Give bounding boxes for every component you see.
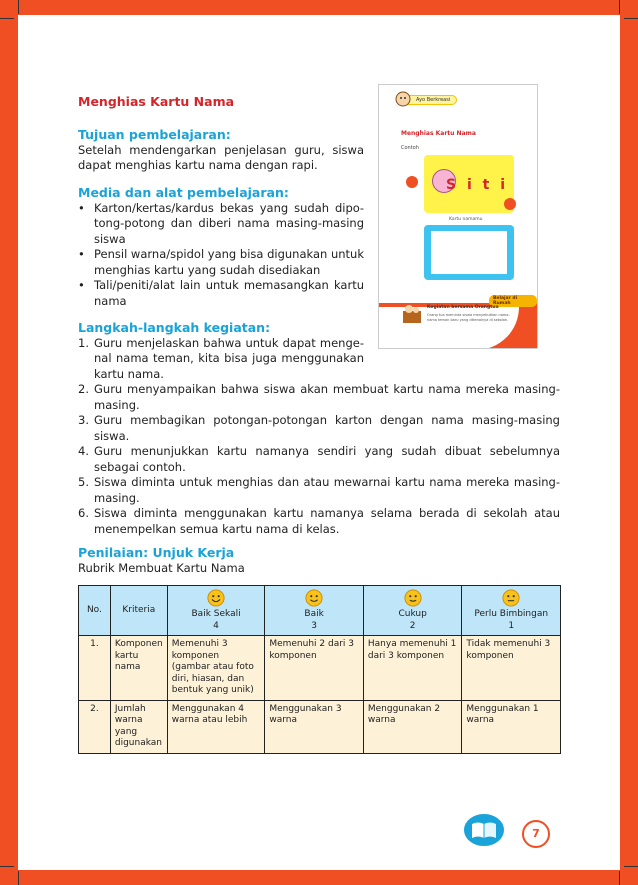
steps-title: Langkah-langkah kegiatan: bbox=[78, 320, 271, 335]
list-item: 5. Siswa diminta untuk menghias dan atau mewarnai kartu nama mereka masing-masing. bbox=[78, 475, 560, 505]
family-icon bbox=[401, 303, 423, 325]
activity-text: Orang tua meminta siswa menyebutkan nama-nama teman baru yang dikenalnya di sekolah. bbox=[427, 313, 510, 322]
flower-icon bbox=[503, 197, 517, 211]
row-cell: Menggunakan 1 warna bbox=[462, 700, 561, 753]
objective-text: Setelah mendengarkan penjelasan guru, siswa dapat menghias kartu nama dengan rapi. bbox=[78, 142, 364, 172]
row-criteria: Jumlah warna yang digunakan bbox=[110, 700, 167, 753]
row-cell: Memenuhi 2 dari 3 komponen bbox=[265, 636, 364, 701]
assessment-subtitle: Rubrik Membuat Kartu Nama bbox=[78, 560, 245, 575]
table-row bbox=[79, 700, 561, 753]
book-icon bbox=[462, 812, 506, 848]
page-number: 7 bbox=[522, 820, 550, 848]
row-no: 2. bbox=[79, 700, 111, 753]
list-item: 2. Guru menyampaikan bahwa siswa akan membuat kartu nama mereka masing-masing. bbox=[78, 382, 560, 412]
home-badge: Belajar di Rumah bbox=[489, 295, 537, 307]
list-item: • Pensil warna/spidol yang bisa digunakan untuk menghias kartu yang sudah disediakan bbox=[78, 247, 364, 278]
crop-mark bbox=[0, 866, 14, 867]
footer-divider bbox=[170, 832, 500, 834]
flower-icon bbox=[405, 175, 419, 189]
list-item: • Tali/peniti/alat lain untuk memasangkan kartu nama bbox=[78, 278, 364, 309]
header-no: No. bbox=[79, 586, 111, 636]
header-level: Baik Sekali 4 bbox=[167, 586, 265, 636]
assessment-title: Penilaian: Unjuk Kerja bbox=[78, 545, 235, 560]
thumb-title: Menghias Kartu Nama bbox=[401, 130, 476, 137]
row-cell: Menggunakan 2 warna bbox=[363, 700, 462, 753]
crop-mark bbox=[619, 0, 620, 14]
thumb-contoh: Contoh bbox=[401, 145, 419, 151]
card-name: S i t i bbox=[446, 177, 508, 193]
table-header-row bbox=[79, 586, 561, 636]
row-criteria: Komponen kartu nama bbox=[110, 636, 167, 701]
steps-section bbox=[78, 320, 560, 537]
crop-mark bbox=[18, 871, 19, 885]
objective-title: Tujuan pembelajaran: bbox=[78, 127, 231, 142]
row-cell: Hanya memenuhi 1 dari 3 komponen bbox=[363, 636, 462, 701]
child-icon bbox=[395, 91, 411, 107]
thumb-caption: Kartu namamu bbox=[449, 217, 483, 222]
page-title: Menghias Kartu Nama bbox=[78, 94, 235, 109]
steps-list bbox=[78, 336, 560, 538]
smiley-icon bbox=[502, 589, 520, 607]
row-cell: Menggunakan 3 warna bbox=[265, 700, 364, 753]
media-list bbox=[78, 201, 364, 310]
header-level: Perlu Bimbingan 1 bbox=[462, 586, 561, 636]
activity-title: Kegiatan bersama Orangtua bbox=[427, 305, 499, 310]
crop-mark bbox=[619, 871, 620, 885]
name-card-example bbox=[424, 155, 514, 213]
crop-mark bbox=[624, 866, 638, 867]
student-book-thumbnail bbox=[378, 84, 538, 349]
row-no: 1. bbox=[79, 636, 111, 701]
list-item: 1. Guru menjelaskan bahwa untuk dapat mengenal nama teman, kita bisa juga menggunakan kartu nama. bbox=[78, 335, 364, 381]
rubric-table bbox=[78, 585, 561, 754]
smiley-icon bbox=[207, 589, 225, 607]
objective-section bbox=[78, 127, 364, 174]
media-title: Media dan alat pembelajaran: bbox=[78, 185, 289, 200]
table-row bbox=[79, 636, 561, 701]
row-cell: Memenuhi 3 komponen (gambar atau foto diri, hiasan, dan bentuk yang unik) bbox=[167, 636, 265, 701]
list-item: 6. Siswa diminta menggunakan kartu namanya selama berada di sekolah atau menempelkan semua kartu nama di kelas. bbox=[78, 506, 560, 536]
footer-theme: Tema 1 Subtema: Aku dan Teman Baru bbox=[178, 819, 374, 829]
crop-mark bbox=[624, 18, 638, 19]
header-level: Baik 3 bbox=[265, 586, 364, 636]
smiley-icon bbox=[305, 589, 323, 607]
list-item: • Karton/kertas/kardus bekas yang sudah dipotong-potong dan diberi nama masing-masing siswa bbox=[78, 201, 364, 248]
crop-mark bbox=[18, 0, 19, 14]
thumb-badge: Ayo Berkreasi bbox=[403, 95, 457, 105]
list-item: 4. Guru menunjukkan kartu namanya sendiri yang sudah dibuat sebelumnya sebagai contoh. bbox=[78, 444, 560, 474]
smiley-icon bbox=[404, 589, 422, 607]
list-item: 3. Guru membagikan potongan-potongan karton dengan nama masing-masing siswa. bbox=[78, 413, 560, 443]
header-level: Cukup 2 bbox=[363, 586, 462, 636]
thumb-footer: Buku Siswa Kelas 1 SD/MI bbox=[389, 341, 434, 345]
blank-card bbox=[424, 225, 514, 280]
crop-mark bbox=[0, 18, 14, 19]
media-section bbox=[78, 185, 364, 309]
row-cell: Tidak memenuhi 3 komponen bbox=[462, 636, 561, 701]
row-cell: Menggunakan 4 warna atau lebih bbox=[167, 700, 265, 753]
header-criteria: Kriteria bbox=[110, 586, 167, 636]
assessment-section bbox=[78, 545, 560, 576]
